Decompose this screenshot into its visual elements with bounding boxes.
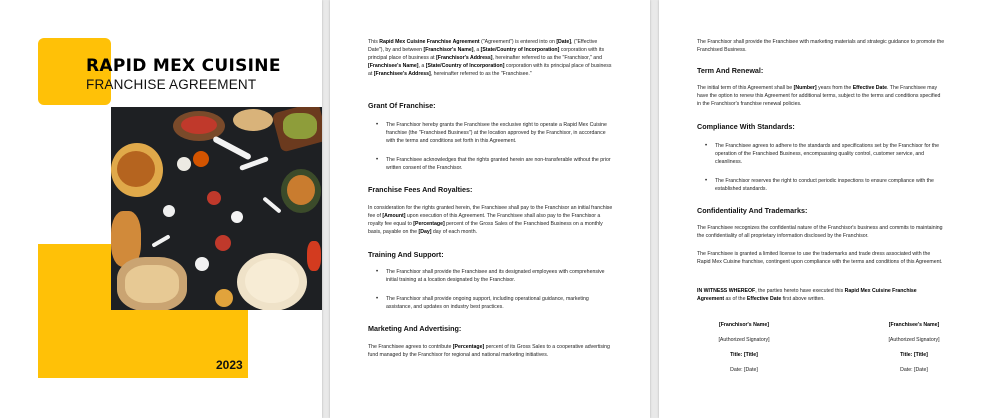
confidentiality-paragraph-2: The Franchisee is granted a limited license to use the trademarks and trade dress associated with the Rapid Mex Cuisine franchise, contingent upon compliance with the terms and conditions of this Agreement. (697, 251, 943, 266)
franchisor-name: [Franchisor's Name] (719, 322, 769, 328)
franchisee-signatory: [Authorized Signatory] (888, 337, 940, 343)
cover-title: RAPID MEX CUISINE (86, 56, 281, 76)
grant-bullet-2: • The Franchisee acknowledges that the rights granted herein are non-transferable without the prior written consent of the Franchisor. (376, 156, 614, 172)
intro-paragraph: This Rapid Mex Cuisine Franchise Agreement ("Agreement") is entered into on [Date], ("Effective Date"), by and between [Franchisor's Name], a [State/Country of Incorporation] corporation with its principal place of business at [Franchisor's Address], hereinafter referred to as the "Franchisor," and [Franchisee's Name], a [State/Country of Incorporation] corporation with its principal place of business at [Franchisee's Address], hereinafter referred to as the "Franchisee." (368, 39, 612, 78)
franchisor-title: Title: [Title] (730, 352, 758, 358)
franchisor-signatory: [Authorized Signatory] (718, 337, 770, 343)
signature-block-franchisor (699, 322, 789, 373)
witness-paragraph: IN WITNESS WHEREOF, the parties hereto have executed this Rapid Mex Cuisine Franchise Agreement as of the Effective Date first above written. (697, 288, 917, 303)
cover-year: 2023 (216, 358, 243, 372)
training-bullet-2: • The Franchisor shall provide ongoing support, including operational guidance, marketing assistance, and updates on industry best practices. (376, 295, 614, 311)
franchisee-date: Date: [Date] (900, 367, 928, 373)
heading-grant-of-franchise: Grant Of Franchise: (368, 101, 436, 110)
signature-block-franchisee (869, 322, 959, 373)
term-paragraph: The initial term of this Agreement shall be [Number] years from the Effective Date. The Franchisee may have the option to renew this Agreement for additional terms, subject to the terms and conditions specified in the Franchisor's franchise renewal policies. (697, 85, 941, 108)
heading-term-renewal: Term And Renewal: (697, 66, 764, 75)
heading-training-support: Training And Support: (368, 250, 444, 259)
cover-subtitle: FRANCHISE AGREEMENT (86, 77, 257, 92)
franchisee-title: Title: [Title] (900, 352, 928, 358)
grant-bullet-1: • The Franchisor hereby grants the Franchisee the exclusive right to operate a Rapid Mex Cuisine franchise (the "Franchised Business") at the location approved by the Franchisor, in accordance with the terms and conditions set forth in this Agreement. (376, 121, 614, 145)
agreement-page-1 (330, 0, 650, 418)
heading-confidentiality-trademarks: Confidentiality And Trademarks: (697, 206, 808, 215)
marketing-continued-paragraph: The Franchisor shall provide the Franchisee with marketing materials and strategic guidance to promote the Franchised Business. (697, 39, 945, 54)
compliance-bullet-2: • The Franchisor reserves the right to conduct periodic inspections to ensure compliance with the established standards. (705, 177, 945, 193)
agreement-page-2 (659, 0, 981, 418)
franchisee-name: [Franchisee's Name] (888, 322, 940, 328)
heading-marketing-advertising: Marketing And Advertising: (368, 324, 462, 333)
cover-page (0, 0, 322, 418)
heading-compliance-standards: Compliance With Standards: (697, 122, 795, 131)
compliance-bullet-1: • The Franchisee agrees to adhere to the standards and specifications set by the Franchisor for the operation of the Franchised Business, encompassing quality control, customer service, and cleanliness. (705, 142, 945, 166)
training-bullet-1: • The Franchisor shall provide the Franchisee and its designated employees with comprehensive initial training at a location designated by the Franchisor. (376, 268, 614, 284)
cover-food-photo (111, 107, 322, 310)
heading-franchise-fees: Franchise Fees And Royalties: (368, 185, 473, 194)
confidentiality-paragraph-1: The Franchisee recognizes the confidential nature of the Franchisor's business and commits to maintaining the confidentiality of all proprietary information disclosed by the Franchisor. (697, 225, 943, 240)
franchisor-date: Date: [Date] (730, 367, 758, 373)
fees-paragraph: In consideration for the rights granted herein, the Franchisee shall pay to the Franchisor an initial franchise fee of [Amount] upon execution of this Agreement. The Franchisee shall also pay to the Franchisor a royalty fee equal to [Percentage] percent of the Gross Sales of the Franchised Business on a monthly basis, payable on the [Day] day of each month. (368, 205, 613, 236)
marketing-paragraph: The Franchisee agrees to contribute [Percentage] percent of its Gross Sales to a cooperative advertising fund managed by the Franchisor for regional and national marketing initiatives. (368, 344, 610, 359)
